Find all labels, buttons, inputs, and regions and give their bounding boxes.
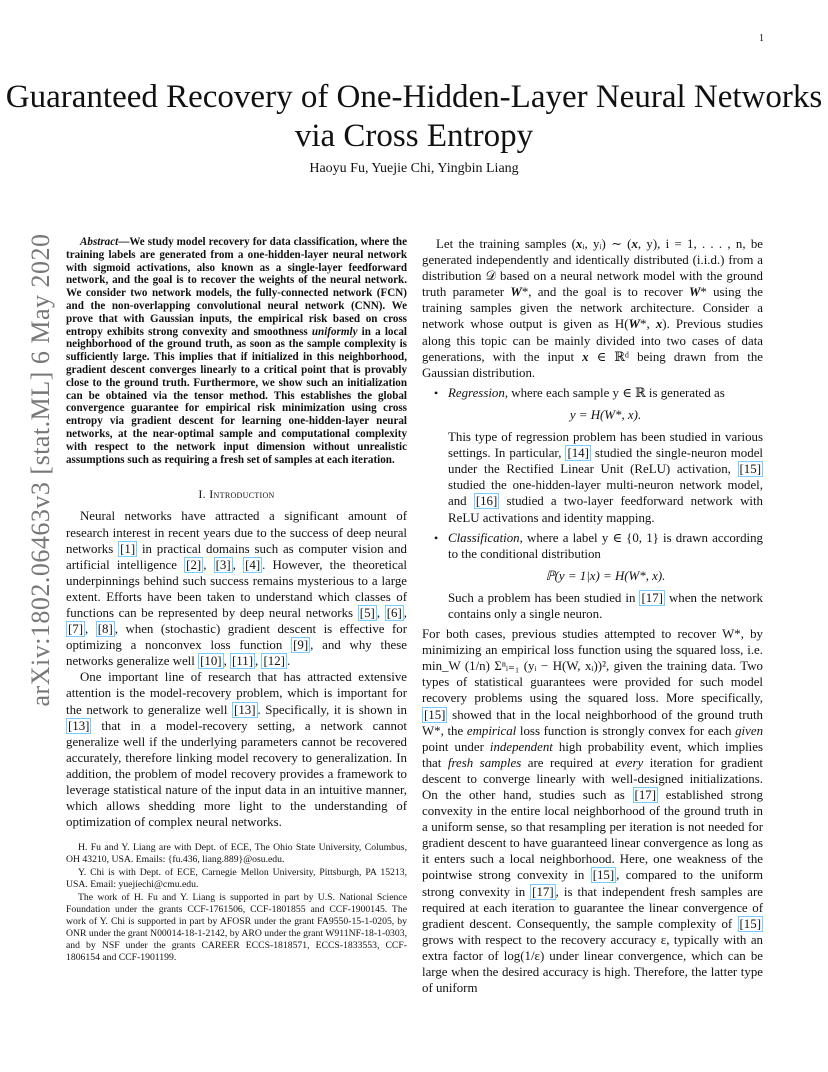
right-column: [422, 236, 763, 996]
bullet-dot-icon: •: [434, 530, 439, 545]
emph: independent: [489, 739, 553, 754]
citation-link[interactable]: [8]: [97, 622, 113, 637]
citation-link[interactable]: [1]: [120, 541, 136, 556]
bullet-lead: Classification: [448, 530, 520, 545]
text: ,: [403, 606, 408, 620]
page-number: 1: [759, 33, 764, 44]
text: ∈ ℝᵈ being drawn from the Gaussian distribution.: [422, 349, 763, 380]
abstract-text: —We study model recovery for data classification, where the training labels are generated from a one-hidden-layer neural network with sigmoid activations, also known as a single-layer feedforward network, and the goal is to recover the weights of the neural network. We consider two network models, the fully-connected network (FCN) and the non-overlapping convolutional neural network (CNN). We prove that with Gaussian inputs, the empirical risk based on cross entropy exhibits strong convexity and smoothness: [66, 236, 407, 338]
text: , is that independent fresh samples are required at each iteration to guarantee the linear convergence of gradient descent. Consequently, the sample complexity of: [422, 884, 763, 931]
section-heading: [66, 486, 407, 502]
citation-link[interactable]: [3]: [215, 557, 231, 572]
footnote-affiliation-osu: H. Fu and Y. Liang are with Dept. of ECE, The Ohio State University, Columbus, OH 43210, USA. Emails: {fu.436, liang.889}@osu.edu.: [66, 842, 407, 866]
text: studied the one-hidden-layer multi-neuron network model, and: [448, 478, 763, 509]
text: ,: [232, 557, 244, 572]
left-column: [66, 236, 407, 965]
text: , and why these networks generalize well: [66, 638, 407, 669]
citation-link[interactable]: [4]: [245, 557, 261, 572]
text: ,: [203, 557, 214, 572]
text: ,: [255, 654, 262, 669]
citation-link[interactable]: [11]: [232, 654, 254, 669]
text: Neural networks have attracted a significant amount of research interest in recent years due to the success of deep neural networks: [66, 509, 407, 556]
text: .: [286, 654, 291, 669]
math-bold: W: [688, 285, 701, 300]
section-numeral: I.: [198, 487, 210, 502]
text: This type of regression problem has been studied in various settings. In particular,: [448, 430, 763, 461]
text: Let the training samples (: [436, 237, 576, 251]
arxiv-stamp-text: arXiv:1802.06463v3 [stat.ML] 6 May 2020: [26, 233, 55, 707]
bullet-text: [448, 429, 763, 526]
paper-title: Guaranteed Recovery of One-Hidden-Layer Neural Networks via Cross Entropy: [5, 79, 823, 154]
emph: empirical: [466, 723, 517, 738]
text: * using the training samples given the network architecture. Consider a network whose output is given as H(: [422, 285, 763, 332]
text: . However, the theoretical underpinnings behind such success remains mysterious to a large extent. Efforts have been taken to understand which classes of functions can be represented by deep neural networks: [66, 557, 407, 620]
citation-link[interactable]: [9]: [293, 638, 309, 653]
footnotes: [66, 842, 407, 964]
intro-paragraph-2: [66, 669, 407, 830]
text: ᵢ, yᵢ) ∼ (: [582, 237, 632, 251]
bullet-regression: [422, 385, 763, 526]
text: iteration for gradient descent to converge linearly with well-designed initializations. On the other hand, studies such as: [422, 755, 764, 802]
text: in practical domains such as computer vision and artificial intelligence: [66, 541, 407, 572]
emph: given: [735, 723, 764, 738]
citation-link[interactable]: [15]: [739, 916, 761, 931]
text: Such a problem has been studied in: [448, 590, 640, 605]
text: , compared to the uniform strong convexity in: [422, 868, 763, 899]
citation-link[interactable]: [15]: [424, 707, 446, 722]
citation-link[interactable]: [2]: [186, 557, 202, 572]
equation: y = H(W*, x).: [569, 407, 642, 422]
text: loss function is strongly convex for each: [516, 723, 736, 738]
text: that in a model-recovery setting, a network cannot generalize well if the underlying parameters cannot be recovered accurately, therefore linking model recovery to generalization. In addition, the problem of model recovery provides a framework to leverage statistical nature of the input data in an intuitive manner, which allows shedding more light to the understanding of optimization of complex neural networks.: [66, 718, 407, 830]
text: ,: [223, 654, 231, 669]
arxiv-stamp: [12, 233, 70, 707]
citation-link[interactable]: [7]: [68, 622, 84, 637]
text: established strong convexity in the entire local neighborhood of the ground truth in a uniform sense, so that resampling per iteration is not needed for gradient descent to have guaranteed linear convergence as long as it enters such a local neighborhood. Here, one weakness of the pointwise strong convexity in: [422, 788, 763, 883]
math-bold: W: [628, 317, 641, 332]
text: high probability event, which implies that: [422, 739, 763, 770]
abstract-emph: uniformly: [311, 325, 358, 338]
footnote-affiliation-cmu: Y. Chi is with Dept. of ECE, Carnegie Mellon University, Pittsburgh, PA 15213, USA. Email: yuejiechi@cmu.edu.: [66, 867, 407, 891]
citation-link[interactable]: [17]: [634, 788, 657, 802]
footnote-funding: The work of H. Fu and Y. Liang is supported in part by U.S. National Science Foundation under the grants CCF-1761506, CCF-1801855 and CCF-1900145. The work of Y. Chi is supported in part by AFOSR under the grant FA9550-15-1-0205, by ONR under the grant N00014-18-1-2142, by ARO under the grant W911NF-18-1-0303, and by NSF under the grants CAREER ECCS-1818571, ECCS-1833553, CCF-1806154 and CCF-1901199.: [66, 892, 407, 964]
paper-authors: Haoyu Fu, Yuejie Chi, Yingbin Liang: [309, 161, 519, 176]
bullet-classification: [422, 530, 763, 622]
abstract-label: Abstract: [80, 236, 119, 248]
text: are required at: [521, 755, 616, 770]
equation: ℙ(y = 1|x) = H(W*, x).: [545, 568, 666, 583]
text: , y), i = 1, . . . , n, be generated independently and identically distributed (i.i.d.) from a distribution 𝒟 based on a neural network model with the ground truth parameter: [422, 237, 764, 300]
abstract: [66, 236, 407, 466]
citation-link[interactable]: [17]: [641, 590, 663, 605]
text: , where each sample y ∈ ℝ is generated as: [504, 385, 725, 400]
intro-paragraph-1: [66, 508, 407, 669]
bullet-lead: Regression: [448, 385, 505, 400]
citation-link[interactable]: [10]: [200, 654, 222, 669]
text: One important line of research that has attracted extensive attention is the model-recovery problem, which is important for the network to generalize well: [66, 670, 407, 717]
citation-link[interactable]: [16]: [475, 494, 498, 509]
citation-link[interactable]: [15]: [739, 462, 761, 477]
citation-link[interactable]: [14]: [567, 446, 589, 461]
text: showed that in the local neighborhood of the ground truth W*, the: [422, 707, 763, 738]
right-paragraph-3: [422, 626, 763, 996]
citation-link[interactable]: [12]: [263, 654, 285, 669]
citation-link[interactable]: [5]: [359, 606, 375, 620]
text: . Specifically, it is shown in: [257, 702, 407, 717]
citation-link[interactable]: [15]: [592, 868, 615, 883]
text: , when (stochastic) gradient descent is effective for optimizing a nonconvex loss function: [66, 622, 407, 653]
math-bold: x: [575, 237, 583, 251]
text: , where a label y ∈ {0, 1} is drawn according to the conditional distribution: [448, 530, 763, 561]
text: point under: [422, 739, 490, 754]
bullet-text: [448, 530, 763, 562]
citation-link[interactable]: [13]: [234, 702, 256, 717]
math-bold: x: [582, 349, 589, 364]
citation-link[interactable]: [17]: [532, 884, 554, 899]
math-bold: x: [655, 317, 663, 332]
bullet-text: [448, 385, 763, 401]
abstract-text-2: in a local neighborhood of the ground truth, as soon as the sample complexity is sufficiently large. This implies that if initialized in this neighborhood, gradient descent converges linearly to a critical point that is provably close to the ground truth. Furthermore, we show such an initialization can be obtained via the tensor method. This establishes the global convergence guarantee for empirical risk minimization using cross entropy via gradient descent for learning one-hidden-layer neural networks, at the near-optimal sample and computational complexity with respect to the network input dimension without unrealistic assumptions such as requiring a fresh set of samples at each iteration.: [66, 325, 407, 466]
right-intro-paragraph: [422, 236, 763, 381]
emph: fresh samples: [447, 755, 522, 770]
bullet-dot-icon: •: [434, 385, 439, 400]
text: ,: [376, 606, 385, 620]
text: studied the single-neuron model under the Rectified Linear Unit (ReLU) activation,: [448, 446, 763, 477]
text: For both cases, previous studies attempted to recover W*, by minimizing an empirical loss function using the squared loss, i.e. min_W (1/n) Σⁿᵢ₌₁ (yᵢ − H(W, xᵢ))², given the training data. Two types of statistical guarantees were provided for such model recovery problems using the squared loss. More specifically,: [422, 627, 763, 706]
text: studied a two-layer feedforward network with ReLU activations and identity mapping.: [448, 494, 763, 525]
text: *,: [640, 317, 656, 332]
text: ,: [85, 622, 96, 637]
text: when the network contains only a single neuron.: [448, 590, 763, 621]
emph: every: [615, 755, 644, 770]
text: ). Previous studies along this topic can be mainly divided into two cases of data generations, with the input: [422, 317, 764, 364]
text: *, and the goal is to recover: [521, 285, 689, 300]
bullet-text: [448, 590, 763, 622]
text: grows with respect to the recovery accuracy ε, typically with an extra factor of log(1/ε) under linear convergence, which can be large when the desired accuracy is high. Therefore, the latter type of uniform: [422, 932, 763, 996]
section-title: Introduction: [209, 487, 275, 502]
math-bold: W: [510, 285, 522, 300]
citation-link[interactable]: [13]: [68, 718, 90, 733]
math-bold: x: [631, 237, 638, 251]
citation-link[interactable]: [6]: [386, 606, 402, 620]
